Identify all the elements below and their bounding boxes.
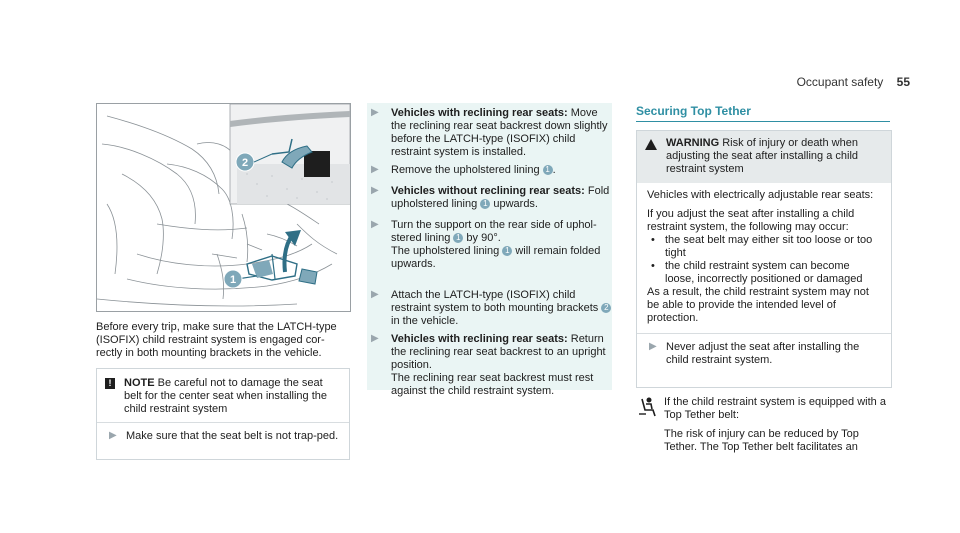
callout-2-badge: 2	[601, 303, 611, 313]
step-3-condition: Vehicles without reclining rear seats:	[391, 185, 585, 197]
warning-body	[637, 183, 891, 325]
callout-1-label: 1	[229, 274, 237, 286]
step-6-condition: Vehicles with reclining rear seats:	[391, 333, 568, 345]
page-header	[797, 75, 910, 89]
callout-1-badge: 1	[453, 233, 463, 243]
step-4-result: The upholstered lining	[391, 245, 503, 257]
section-title: Occupant safety	[796, 75, 884, 89]
step-1-condition: Vehicles with reclining rear seats:	[391, 107, 568, 119]
warning-consequence: If you adjust the seat after installing a child restraint system, the following may occur:	[647, 208, 855, 233]
step-arrow-icon: ▶	[371, 333, 379, 344]
warning-triangle-icon	[645, 139, 657, 150]
step-arrow-icon: ▶	[109, 430, 117, 441]
step-arrow-icon: ▶	[371, 289, 379, 300]
seat-drawing	[97, 104, 350, 311]
intro-text: Before every trip, make sure that the LATCH-type (ISOFIX) child restraint system is engaged cor-rectly in both mounting brackets in the vehicle.	[96, 321, 337, 359]
warning-header	[637, 131, 891, 183]
step-4-result-end: will remain folded upwards.	[391, 245, 601, 270]
step-4-rotation: by 90°.	[463, 232, 501, 244]
top-tether-info	[636, 396, 890, 454]
heading-rule	[636, 121, 890, 122]
note-text: Be careful not to damage the seat belt for the center seat when installing the child restraint system	[124, 377, 328, 415]
note-label: NOTE	[124, 377, 155, 389]
step-2-end: .	[552, 164, 556, 176]
warning-label: WARNING	[666, 137, 720, 149]
step-3-text: Fold upholstered lining	[391, 185, 610, 210]
step-1-text: Move the reclining rear seat backrest down slightly before the LATCH-type (ISOFIX) child restraint system is installed.	[391, 107, 608, 158]
step-6	[367, 333, 616, 398]
step-1	[367, 107, 616, 159]
bullet-text: the child restraint system can become loose, incorrectly positioned or damaged	[665, 260, 863, 285]
step-arrow-icon: ▶	[371, 219, 379, 230]
note-box	[96, 368, 350, 460]
section-heading: Securing Top Tether	[636, 104, 751, 118]
warning-condition: Vehicles with electrically adjustable rear seats:	[647, 189, 874, 201]
callout-1-badge: 1	[502, 246, 512, 256]
warning-box	[636, 130, 892, 388]
warning-title: Risk of injury or death when adjusting the seat after installing a child restraint system	[666, 137, 859, 175]
instruction-steps	[367, 103, 612, 397]
step-arrow-icon: ▶	[371, 107, 379, 118]
step-arrow-icon: ▶	[649, 341, 657, 352]
step-5	[367, 289, 616, 328]
note-step	[97, 423, 349, 450]
exclamation-icon: !	[105, 378, 115, 389]
callout-1-badge: 1	[480, 199, 490, 209]
step-6-text: Return the reclining rear seat backrest to an upright position.	[391, 333, 606, 371]
step-2	[367, 164, 616, 177]
step-4-text: Turn the support on the rear side of uphol-stered lining	[391, 219, 597, 244]
step-arrow-icon: ▶	[371, 164, 379, 175]
warning-step-text: Never adjust the seat after installing the child restraint system.	[666, 341, 860, 366]
step-6-note: The reclining rear seat backrest must rest against the child restraint system.	[391, 372, 594, 397]
seat-illustration	[96, 103, 351, 312]
step-3-end: upwards.	[490, 198, 538, 210]
top-tether-condition: If the child restraint system is equipped with a Top Tether belt:	[664, 396, 886, 421]
bullet-text: the seat belt may either sit too loose or too tight	[665, 234, 873, 259]
callout-1-badge: 1	[543, 165, 553, 175]
intro-paragraph	[96, 321, 350, 360]
note-step-text: Make sure that the seat belt is not trap-ped.	[126, 430, 339, 442]
warning-result: As a result, the child restraint system may not be able to provide the intended level of protection.	[647, 286, 869, 324]
warning-step	[637, 333, 891, 374]
step-2-text: Remove the upholstered lining	[391, 164, 543, 176]
step-arrow-icon: ▶	[371, 185, 379, 196]
warning-bullet: • the seat belt may either sit too loose or too tight	[647, 234, 881, 260]
warning-bullet: • the child restraint system can become loose, incorrectly positioned or damaged	[647, 260, 881, 286]
step-5-text: Attach the LATCH-type (ISOFIX) child restraint system to both mounting brackets	[391, 289, 602, 314]
page-number: 55	[896, 75, 910, 89]
step-5-end: in the vehicle.	[391, 315, 459, 327]
step-4	[367, 219, 616, 271]
callout-2-label: 2	[241, 157, 249, 169]
top-tether-benefit: The risk of injury can be reduced by Top Tether. The Top Tether belt facilitates an	[664, 428, 859, 453]
child-seat-icon	[636, 396, 658, 418]
note-header	[97, 369, 349, 423]
step-3	[367, 185, 616, 211]
